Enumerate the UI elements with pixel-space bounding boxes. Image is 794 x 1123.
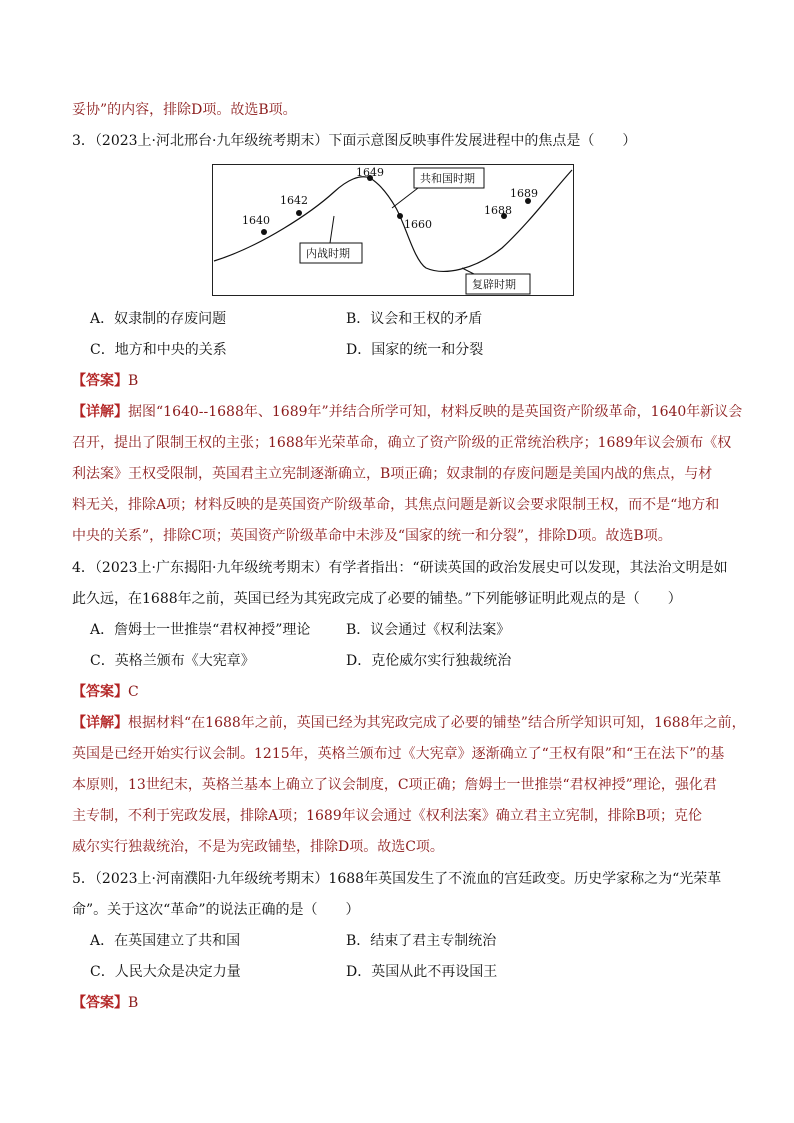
q5-answer-value: B	[128, 995, 139, 1011]
q4-answer-tag: 【答案】	[72, 684, 128, 700]
year-1688: 1688	[484, 204, 512, 217]
q3-answer	[72, 371, 138, 391]
q4-detail-line-2: 英国是已经开始实行议会制。1215年，英格兰颁布过《大宪章》逐渐确立了“王权有限”和“王在法下”的基	[72, 746, 725, 762]
q4-option-d: D．克伦威尔实行独裁统治	[346, 653, 512, 669]
q4-detail-line-1	[72, 713, 746, 733]
label-republic: 共和国时期	[420, 172, 475, 185]
q4-detail-line-4: 主专制，不利于宪政发展，排除A项；1689年议会通过《权利法案》确立君主立宪制，排除B项；克伦	[72, 808, 703, 824]
q3-detail-text-1: 据图“1640--1688年、1689年”并结合所学可知，材料反映的是英国资产阶级革命，1640年新议会	[128, 404, 743, 420]
q4-answer	[72, 682, 139, 702]
q5-option-d: D．英国从此不再设国王	[346, 964, 498, 980]
label-restoration: 复辟时期	[472, 278, 516, 291]
q3-answer-tag: 【答案】	[72, 373, 128, 389]
q4-stem-line-1: 4．（2023上·广东揭阳·九年级统考期末）有学者指出：“研读英国的政治发展史可以发现，其法治文明是如	[72, 560, 728, 576]
year-1649: 1649	[356, 166, 384, 179]
year-1660: 1660	[404, 218, 432, 231]
q5-answer-tag: 【答案】	[72, 995, 128, 1011]
q3-stem: 3．（2023上·河北邢台·九年级统考期末）下面示意图反映事件发展进程中的焦点是（ ）	[72, 133, 637, 149]
q4-stem-line-2: 此久远，在1688年之前，英国已经为其宪政完成了必要的铺垫。”下列能够证明此观点的是（ ）	[72, 591, 682, 607]
q5-option-a: A．在英国建立了共和国	[90, 933, 241, 949]
timeline-curve-diagram	[212, 164, 574, 296]
q3-option-d: D．国家的统一和分裂	[346, 342, 484, 358]
q5-answer	[72, 993, 138, 1013]
q5-option-b: B．结束了君主专制统治	[346, 933, 497, 949]
label-civil-war: 内战时期	[306, 247, 350, 260]
q4-option-a: A．詹姆士一世推崇“君权神授”理论	[90, 622, 311, 638]
q3-option-a: A．奴隶制的存废问题	[90, 311, 227, 327]
q3-detail-line-1	[72, 402, 742, 422]
year-1642: 1642	[280, 194, 308, 207]
year-1640: 1640	[242, 214, 270, 227]
q3-detail-tag: 【详解】	[72, 404, 128, 420]
point-1642	[296, 210, 302, 216]
q4-detail-line-3: 本原则，13世纪末，英格兰基本上确立了议会制度，C项正确；詹姆士一世推崇“君权神授”理论，强化君	[72, 777, 717, 793]
q4-detail-line-5: 威尔实行独裁统治，不是为宪政铺垫，排除D项。故选C项。	[72, 839, 444, 855]
year-1689: 1689	[510, 187, 538, 200]
q4-detail-text-1: 根据材料“在1688年之前，英国已经为其宪政完成了必要的铺垫”结合所学知识可知，1688年之前，	[128, 715, 746, 731]
q4-option-b: B．议会通过《权利法案》	[346, 622, 511, 638]
q3-detail-line-4: 料无关，排除A项；材料反映的是英国资产阶级革命，其焦点问题是新议会要求限制王权，而不是“地方和	[72, 497, 720, 513]
q5-option-c: C．人民大众是决定力量	[90, 964, 241, 980]
intro-line: 妥协”的内容，排除D项。故选B项。	[72, 102, 297, 118]
q5-stem-line-2: 命”。关于这次“革命”的说法正确的是（ ）	[72, 902, 360, 918]
q5-stem-line-1: 5．（2023上·河南濮阳·九年级统考期末）1688年英国发生了不流血的宫廷政变。历史学家称之为“光荣革	[72, 871, 722, 887]
q4-detail-tag: 【详解】	[72, 715, 128, 731]
q3-detail-line-3: 利法案》王权受限制，英国君主立宪制逐渐确立，B项正确；奴隶制的存废问题是美国内战的焦点，与材	[72, 466, 713, 482]
q3-detail-line-5: 中央的关系”，排除C项；英国资产阶级革命中未涉及“国家的统一和分裂”，排除D项。故选B项。	[72, 528, 672, 544]
q4-option-c: C．英格兰颁布《大宪章》	[90, 653, 255, 669]
q3-diagram	[212, 164, 574, 296]
q3-option-b: B．议会和王权的矛盾	[346, 311, 483, 327]
q3-option-c: C．地方和中央的关系	[90, 342, 227, 358]
point-1640	[261, 229, 267, 235]
q3-answer-value: B	[128, 373, 139, 389]
q3-detail-line-2: 召开，提出了限制王权的主张；1688年光荣革命，确立了资产阶级的正常统治秩序；1689年议会颁布《权	[72, 435, 732, 451]
q4-answer-value: C	[128, 684, 139, 700]
point-1660	[397, 213, 403, 219]
